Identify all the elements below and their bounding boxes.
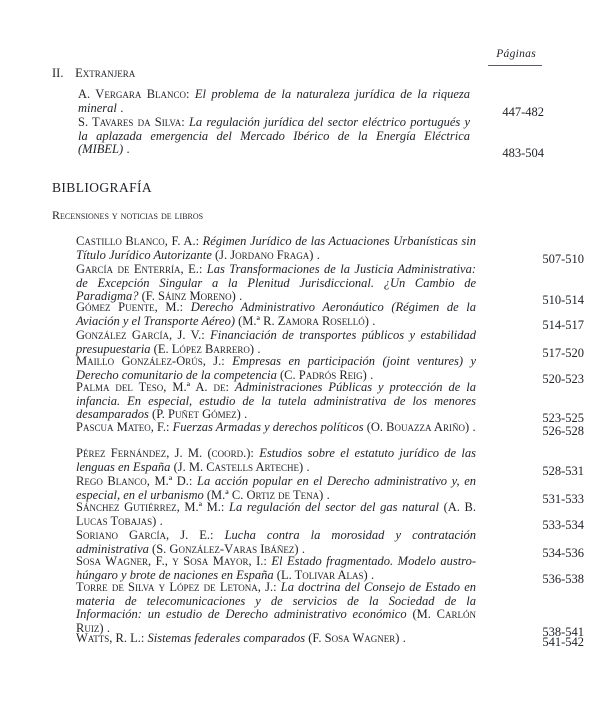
entry-author: Gómez Puente, M.: (76, 300, 184, 314)
entry-pages: 541-542 (542, 635, 584, 649)
section-ii-heading (52, 66, 135, 81)
entry-title: La regulación jurídica del sector eléctrico portugués y la aplazada emergencia del Mercado Ibérico de la Energía Eléctrica (MIBEL) (78, 115, 470, 157)
bibliografia-heading: BIBLIOGRAFÍA (52, 180, 153, 195)
entry-title: El problema de la naturaleza jurídica de la riqueza mineral (78, 87, 471, 115)
entry-title: Fuerzas Armadas y derechos políticos (172, 420, 364, 434)
entry-reviewer: (O. Bouazza Ariño) (366, 420, 470, 434)
entry-reviewer: (M. Carlón Ruiz) (76, 607, 476, 635)
entry-reviewer: (J. Jordano Fraga) (215, 247, 314, 262)
leader-dots: . (156, 513, 164, 528)
entry-reviewer: (M.ª R. Zamora Roselló) (238, 313, 369, 328)
entry-author: Soriano García, J. E.: (76, 528, 214, 542)
toc-entry (76, 380, 584, 426)
leader-dots: . (469, 420, 476, 434)
entry-title: La acción popular en el Derecho administrativo y, en especial, en el urbanismo (76, 474, 477, 502)
entry-pages: 483-504 (502, 146, 544, 161)
leader-dots: . (313, 247, 321, 262)
toc-entry (78, 87, 544, 119)
entry-author: S. Tavares da Silva: (78, 115, 185, 129)
leader-dots: . (399, 631, 407, 645)
leader-dots: . (254, 341, 261, 356)
leader-dots: . (368, 313, 376, 328)
entry-author: Maillo González-Orús, J.: (76, 354, 225, 368)
entry-pages: 534-536 (542, 545, 584, 560)
entry-pages: 533-534 (542, 517, 584, 532)
entry-author: Rego Blanco, M.ª D.: (76, 474, 193, 488)
entry-title: Administraciones Públicas y protección de la infancia. En especial, estudio de la tutela administrativa de los menores desamparados (76, 380, 476, 422)
entry-pages: 528-531 (542, 463, 584, 478)
leader-dots: . (235, 289, 243, 304)
entry-author: Watts, R. L.: (76, 631, 145, 645)
pages-column-header: Páginas (496, 48, 536, 60)
leader-dots: . (366, 367, 374, 382)
entry-title: Financiación de transportes públicos y estabilidad presupuestaria (76, 328, 476, 356)
toc-entry (76, 528, 584, 560)
leader-dots: . (303, 459, 310, 474)
entry-reviewer: (J. M. Castells Arteche) (173, 459, 304, 474)
entry-pages: 523-525 (542, 411, 584, 426)
leader-dots: . (323, 487, 330, 502)
entry-pages: 526-528 (542, 424, 584, 438)
entry-author: Pascua Mateo, F.: (76, 420, 170, 434)
entry-pages: 536-538 (542, 571, 584, 586)
entry-author: Torre de Silva y López de Letona, J.: (76, 580, 277, 594)
entry-title: La regulación del sector del gas natural (229, 500, 439, 514)
leader-dots: . (123, 142, 130, 157)
toc-entry (78, 115, 544, 161)
entry-author: García de Enterría, E.: (76, 262, 203, 276)
toc-entry (76, 474, 584, 506)
leader-dots: . (298, 541, 306, 556)
entry-author: A. Vergara Blanco: (78, 87, 190, 101)
entry-title: La doctrina del Consejo de Estado en materia de telecomunicaciones y de servicios de la Sociedad de la Información: un estudio de Derecho administrativo económico (76, 580, 477, 622)
toc-entry (76, 234, 584, 266)
leader-dots: . (116, 100, 124, 115)
entry-pages: 447-482 (502, 104, 544, 119)
entry-reviewer: (P. Puñet Gómez) (152, 407, 241, 422)
entry-title: El Estado fragmentado. Modelo austro-húngaro y brote de naciones en España (76, 554, 476, 582)
section-title: Extranjera (75, 66, 136, 80)
entry-title: Régimen Jurídico de las Actuaciones Urbanísticas sin Título Jurídico Autorizante (76, 234, 476, 262)
entry-title: Estudios sobre el estatuto jurídico de las lenguas en España (76, 446, 476, 474)
entry-reviewer: (A. B. Lucas Tobajas) (76, 500, 477, 528)
recensiones-subheading: Recensiones y noticias de libros (52, 208, 204, 222)
entry-author: Pérez Fernández, J. M. (coord.): (76, 446, 254, 460)
entry-pages: 517-520 (542, 345, 584, 360)
entry-pages: 538-541 (542, 624, 584, 639)
entry-title: Las Transformaciones de la Justicia Administrativa: de Excepción Singular a la Plenitud Jurisdiccional. ¿Un Cambio de Paradigma? (76, 262, 476, 304)
entry-pages: 514-517 (542, 317, 584, 332)
toc-entry (76, 328, 584, 360)
entry-reviewer: (M.ª C. Ortiz de Tena) (206, 487, 324, 502)
entry-title: Empresas en participación (joint ventures) y Derecho comunitario de la competencia (76, 354, 476, 382)
entry-author: Castillo Blanco, F. A.: (76, 234, 200, 248)
entry-author: Palma del Teso, M.ª A. de: (76, 380, 229, 394)
entry-pages: 510-514 (542, 293, 584, 308)
entry-pages: 507-510 (542, 251, 584, 266)
leader-dots: . (240, 407, 248, 422)
toc-entry (76, 420, 584, 438)
toc-entry (76, 500, 584, 532)
section-number: II. (52, 66, 64, 80)
entry-title: Derecho Administrativo Aeronáutico (Régimen de la Aviación y el Transporte Aéreo) (76, 300, 477, 328)
toc-entry (76, 446, 584, 478)
entry-author: Sosa Wagner, F., y Sosa Mayor, I.: (76, 554, 267, 568)
leader-dots: . (367, 567, 375, 582)
entry-reviewer: (E. López Barrero) (153, 341, 254, 356)
entry-reviewer: (F. Sáinz Moreno) (141, 289, 236, 304)
toc-entry (76, 554, 584, 586)
entry-reviewer: (C. Padrós Reig) (280, 367, 367, 382)
entry-title: Lucha contra la morosidad y contratación administrativa (76, 528, 476, 556)
entry-title: Sistemas federales comparados (147, 631, 306, 645)
leader-dots: . (103, 620, 111, 635)
entry-reviewer: (S. González-Varas Ibáñez) (152, 541, 299, 556)
header-rule (488, 65, 542, 66)
toc-entry (76, 354, 584, 386)
entry-reviewer: (F. Sosa Wagner) (308, 631, 400, 645)
entry-pages: 520-523 (542, 371, 584, 386)
entry-reviewer: (L. Tolivar Alas) (276, 567, 368, 582)
entry-author: Sánchez Gutiérrez, M.ª M.: (76, 500, 225, 514)
entry-author: González García, J. V.: (76, 328, 205, 342)
entry-pages: 531-533 (542, 491, 584, 506)
